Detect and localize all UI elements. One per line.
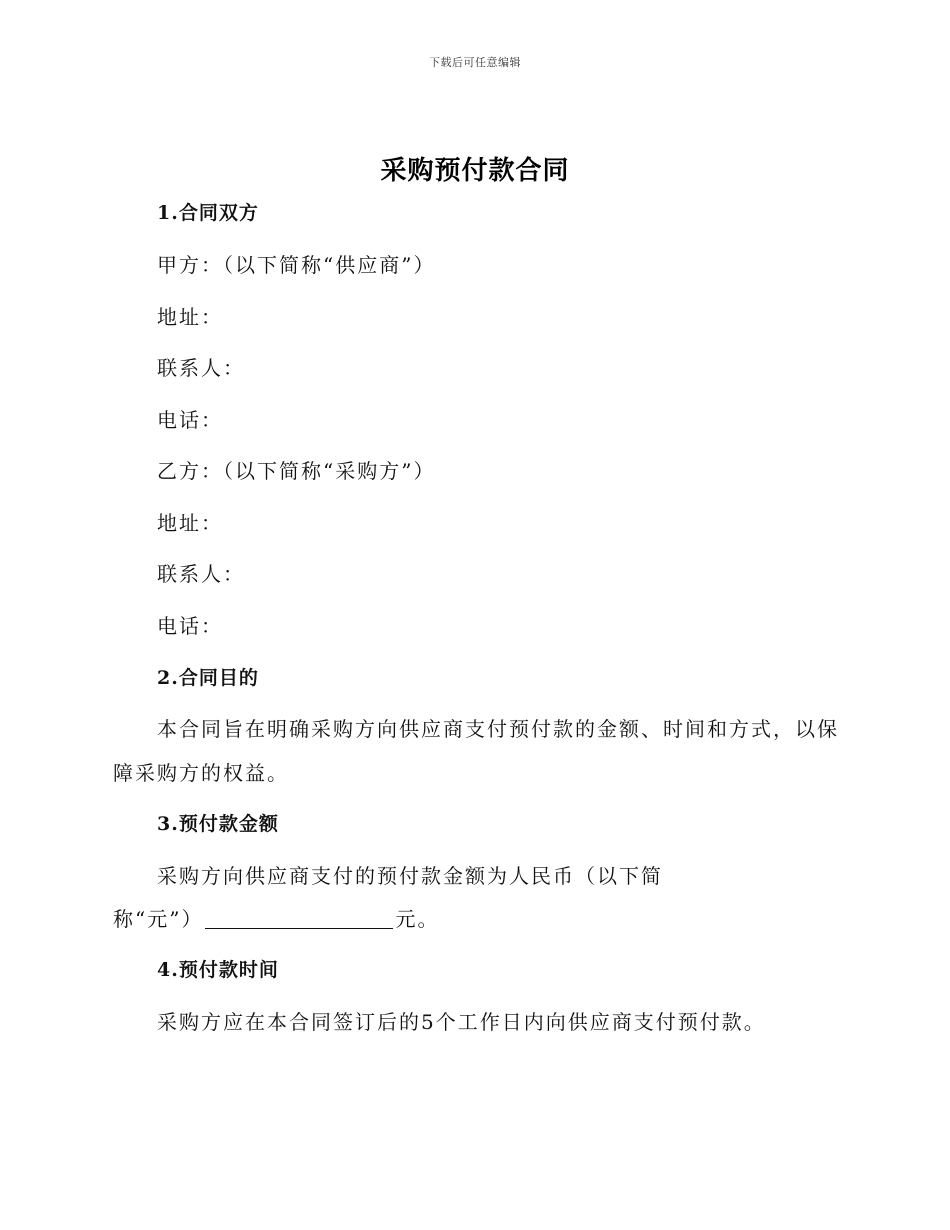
party-a-address: 地址： [157,305,223,329]
header-note: 下载后可任意编辑 [429,56,521,69]
party-b-line: 乙方：（以下简称“采购方”） [157,459,436,483]
party-a-phone: 电话： [157,408,223,432]
amount-prefix: 称“元”） [113,907,204,931]
section-2-paragraph-line-1: 本合同旨在明确采购方向供应商支付预付款的金额、时间和方式，以保 [157,717,839,741]
section-1-heading: 1.合同双方 [157,202,259,224]
document-title: 采购预付款合同 [380,156,570,186]
section-3-paragraph-line-2 [113,903,439,932]
section-2-heading: 2.合同目的 [157,667,259,689]
party-b-contact: 联系人： [157,562,245,586]
amount-blank-field[interactable] [205,908,393,929]
section-4-paragraph-line-1: 采购方应在本合同签订后的5个工作日内向供应商支付预付款。 [157,1010,766,1034]
party-a-contact: 联系人： [157,356,245,380]
section-2-paragraph-line-2: 障采购方的权益。 [113,761,289,785]
section-3-paragraph-line-1: 采购方向供应商支付的预付款金额为人民币（以下简 [157,864,663,888]
party-a-line: 甲方：（以下简称“供应商”） [157,253,436,277]
party-b-phone: 电话： [157,614,223,638]
section-4-heading: 4.预付款时间 [157,959,279,981]
amount-suffix: 元。 [395,907,440,931]
party-b-address: 地址： [157,511,223,535]
section-3-heading: 3.预付款金额 [157,813,279,835]
